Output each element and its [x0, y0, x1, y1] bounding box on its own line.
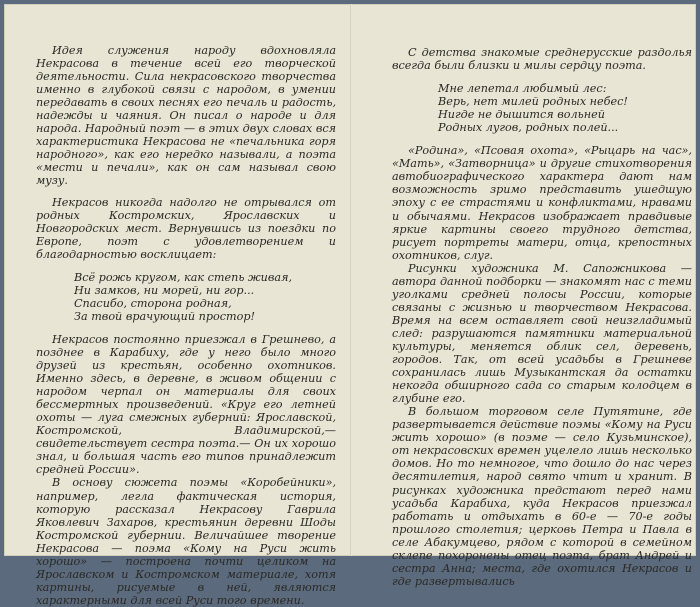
right-paragraph-4: В большом торговом селе Путятине, где развертывается действие поэмы «Кому на Руси жить хорошо» (в поэме — село Кузьминское), от некрасовских времен уцелело лишь несколько домов. Но то немногое, что дошло до нас через десятилетия, народ свято чтит и хранит. В рисунках художника предстают перед нами усадьба Карабиха, куда Некрасов приезжал работать и отдыхать в 60-е — 70-е годы прошлого столетия; церковь Петра и Павла в селе Абакумцево, рядом с которой в семейном склепе похоронены отец поэта, брат Андрей и сестра Анна; места, где охотился Некрасов и где развертывались — [392, 405, 692, 588]
verse-line: Мне лепетал любимый лес: — [438, 82, 607, 96]
verse-line: За твой врачующий простор! — [74, 309, 255, 323]
verse-line: Нигде не дышится вольней — [438, 108, 605, 122]
book-gutter — [350, 4, 352, 556]
left-page — [36, 44, 336, 607]
right-paragraph-1: С детства знакомые среднерусские раздолья всегда были близки и милы сердцу поэта. — [392, 46, 692, 73]
verse-line: Всё рожь кругом, как степь живая, — [74, 270, 293, 284]
verse-line: Ни замков, ни морей, ни гор... — [74, 283, 255, 297]
right-page — [392, 46, 692, 588]
right-verse — [438, 82, 692, 134]
verse-line: Спасибо, сторона родная, — [74, 296, 232, 310]
left-paragraph-3: Некрасов постоянно приезжал в Грешнево, а позднее в Карабиху, где у него было много друзей из крестьян, особенно охотников. Именно здесь, в деревне, в живом общении с народом черпал он материалы для своих бессмертных произведений. «Круг его летней охоты — луга смежных губерний: Ярославской, Костромской, Владимирской,— свидетельствует сестра поэта.— Он их хорошо знал, и большая часть его типов принадлежит средней России». — [36, 332, 336, 477]
left-paragraph-2: Некрасов никогда надолго не отрывался от родных Костромских, Ярославских и Новгородских мест. Вернувшись из поездки по Европе, поэт с удовлетворением и благодарностью восклицает: — [36, 195, 336, 261]
left-paragraph-1: Идея служения народу вдохновляла Некрасова в течение всей его творческой деятельности. Сила некрасовского творчества именно в глубокой связи с народом, в умении передавать в своих песнях его печаль и радость, надежды и чаяния. Он писал о народе и для народа. Народный поэт — в этих двух словах вся характеристика Некрасова не «печальника горя народного», как его нередко называли, а поэта «мести и печали», как он сам называл свою музу. — [36, 44, 336, 188]
left-paragraph-4: В основу сюжета поэмы «Коробейники», например, легла фактическая история, которую рассказал Некрасову Гаврила Яковлевич Захаров, крестьянин деревни Шоды Костромской губернии. Величайшее творение Некрасова — поэма «Кому на Руси жить хорошо» — построена почти целиком на Ярославском и Костромском материале, хотя картины, рисуемые в ней, являются характерными для всей Руси того времени. — [36, 476, 336, 607]
verse-line: Верь, нет милей родных небес! — [438, 95, 628, 109]
right-paragraph-2: «Родина», «Псовая охота», «Рыцарь на час», «Мать», «Затворница» и другие стихотворения автобиографического характера дают нам возможность зримо представить ушедшую эпоху с ее страстями и конфликтами, нравами и обычаями. Некрасов изображает правдивые яркие картины своего трудного детства, рисует портреты матери, отца, крепостных охотников, слуг. — [392, 144, 692, 262]
right-paragraph-3: Рисунки художника М. Сапожникова — автора данной подборки — знакомят нас с теми уголками средней полосы России, которые связаны с жизнью и творчеством Некрасова. Время на всем оставляет свой неизгладимый след: разрушаются памятники материальной культуры, меняется облик сел, деревень, городов. Так, от всей усадьбы в Грешневе сохранилась лишь Музыкантская да остатки некогда обширного сада со старым колодцем в глубине его. — [392, 261, 692, 406]
verse-line: Родных лугов, родных полей... — [438, 121, 619, 135]
book-spread — [4, 4, 696, 607]
paragraph-gap — [36, 188, 336, 196]
left-verse — [74, 271, 336, 323]
